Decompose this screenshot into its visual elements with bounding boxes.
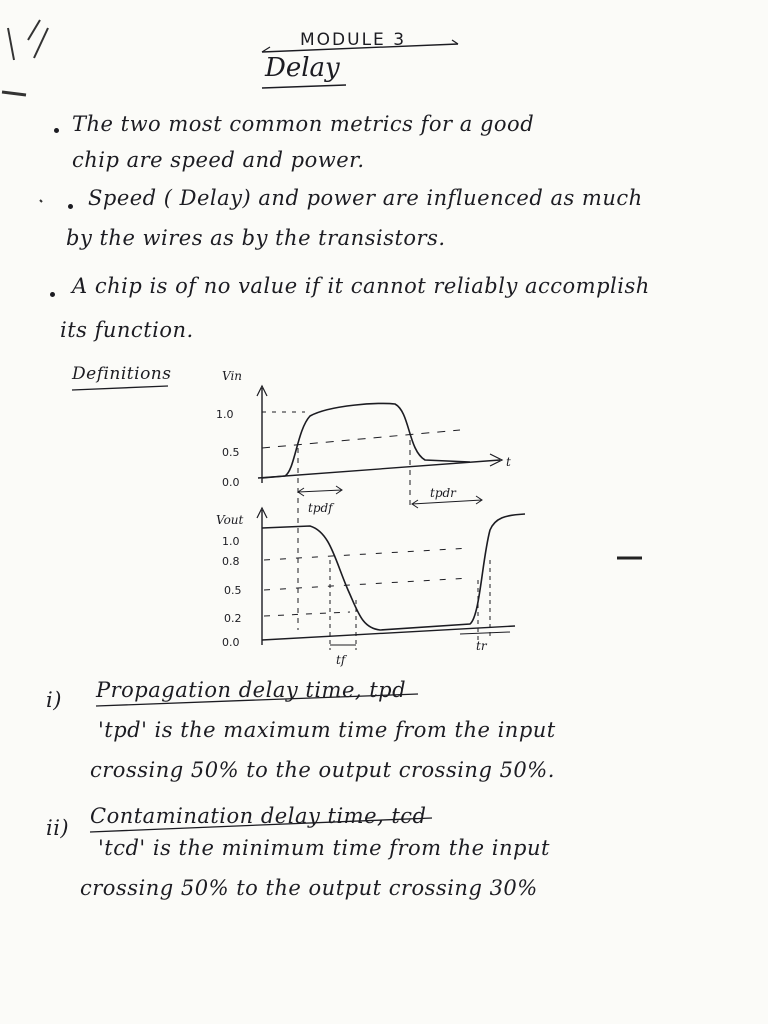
module-heading: MODULE 3 (300, 30, 407, 50)
vout-tick-05: 0.5 (224, 584, 242, 597)
time-axis-label: t (506, 455, 511, 469)
vout-label: Vout (216, 513, 244, 527)
bullet-3-line-2: its function. (60, 318, 194, 342)
bullet-1-line-2: chip are speed and power. (72, 148, 365, 172)
def-1-line-2: crossing 50% to the output crossing 50%. (90, 758, 555, 782)
vout-tick-08: 0.8 (222, 555, 240, 568)
tf-label: tf (336, 653, 346, 667)
vin-label: Vin (222, 369, 243, 383)
def-2-line-2: crossing 50% to the output crossing 30% (80, 876, 538, 900)
tpdf-label: tpdf (308, 501, 333, 515)
vout-tick-0: 0.0 (222, 636, 240, 649)
vout-tick-02: 0.2 (224, 612, 242, 625)
definitions-label: Definitions (72, 364, 172, 384)
vout-tick-1: 1.0 (222, 535, 240, 548)
bullet-2-line-2: by the wires as by the transistors. (66, 226, 446, 250)
def-2-line-1: 'tcd' is the minimum time from the input (98, 836, 550, 860)
vin-tick-0: 0.0 (222, 476, 240, 489)
tr-label: tr (476, 639, 487, 653)
page-title: Delay (265, 53, 340, 83)
def-2-number: ii) (46, 816, 70, 840)
tpdr-label: tpdr (430, 486, 456, 500)
def-1-number: i) (46, 688, 62, 712)
vin-tick-05: 0.5 (222, 446, 240, 459)
bullet-1-line-1: The two most common metrics for a good (72, 112, 535, 136)
def-1-line-1: 'tpd' is the maximum time from the input (98, 718, 556, 742)
bullet-3-line-1: A chip is of no value if it cannot reliably accomplish (72, 274, 650, 298)
bullet-2-line-1: Speed ( Delay) and power are influenced as much (88, 186, 643, 210)
def-1-heading: Propagation delay time, tpd (96, 678, 407, 702)
vin-tick-1: 1.0 (216, 408, 234, 421)
def-2-heading: Contamination delay time, tcd (90, 804, 427, 828)
